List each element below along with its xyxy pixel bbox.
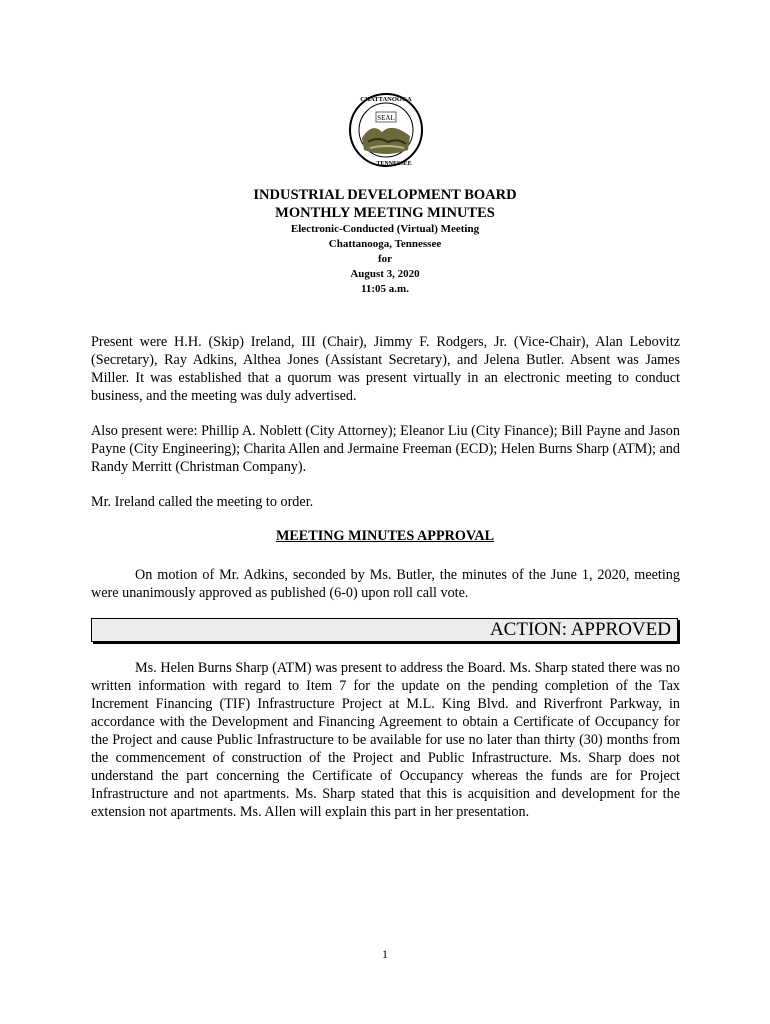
sharp-paragraph: Ms. Helen Burns Sharp (ATM) was present to address the Board. Ms. Sharp stated there was no written information with regard to Item 7 for the update on the pending completion of the Tax Increment Financing (TIF) Infrastructure Project at M.L. King Blvd. and Riverfront Parkway, in accordance with the Development and Financing Agreement to obtain a Certificate of Occupancy for the Project and cause Public Infrastructure to be available for use no later than thirty (30) months from the commencement of construction of the Project and Public Infrastructure. Ms. Sharp does not understand the part concerning the Certificate of Occupancy whereas the funds are for Project Infrastructure and not apartments. Ms. Sharp stated that this is acquisition and development for the extension not apartments. Ms. Allen will explain this part in her presentation. <box>91 660 680 820</box>
section-heading: MEETING MINUTES APPROVAL <box>275 528 495 544</box>
attendance-paragraph: Present were H.H. (Skip) Ireland, III (Chair), Jimmy F. Rodgers, Jr. (Vice-Chair), Alan Lebovitz (Secretary), Ray Adkins, Althea Jones (Assistant Secretary), and Jelena Butler. Absent was James Miller. It was established that a quorum was present virtually in an electronic meeting to conduct business, and the meeting was duly advertised. <box>91 334 680 404</box>
minutes-title: MONTHLY MEETING MINUTES <box>275 205 495 221</box>
page-number: 1 <box>382 947 388 961</box>
seal-center-text: SEAL <box>377 114 395 122</box>
also-present-paragraph: Also present were: Phillip A. Noblett (City Attorney); Eleanor Liu (City Finance); Bill Payne and Jason Payne (City Engineering); Charita Allen and Jermaine Freeman (ECD); Helen Burns Sharp (ATM); and Randy Merritt (Christman Company). <box>91 423 680 475</box>
action-box <box>91 618 678 642</box>
call-to-order-paragraph: Mr. Ireland called the meeting to order. <box>91 494 314 510</box>
board-title: INDUSTRIAL DEVELOPMENT BOARD <box>253 187 517 203</box>
action-label: ACTION: APPROVED <box>489 619 671 640</box>
meeting-location: Chattanooga, Tennessee <box>328 238 442 250</box>
meeting-time: 11:05 a.m. <box>361 283 409 295</box>
meeting-date: August 3, 2020 <box>350 268 420 280</box>
seal-bottom-text: TENNESSEE <box>376 161 412 167</box>
document-header <box>0 186 770 297</box>
seal-top-text: CHATTANOOGA <box>360 96 412 103</box>
meeting-type: Electronic-Conducted (Virtual) Meeting <box>290 223 480 235</box>
for-label: for <box>377 253 393 265</box>
city-seal-icon <box>348 92 424 168</box>
motion-paragraph: On motion of Mr. Adkins, seconded by Ms. Butler, the minutes of the June 1, 2020, meeting were unanimously approved as published (6-0) upon roll call vote. <box>91 567 680 601</box>
